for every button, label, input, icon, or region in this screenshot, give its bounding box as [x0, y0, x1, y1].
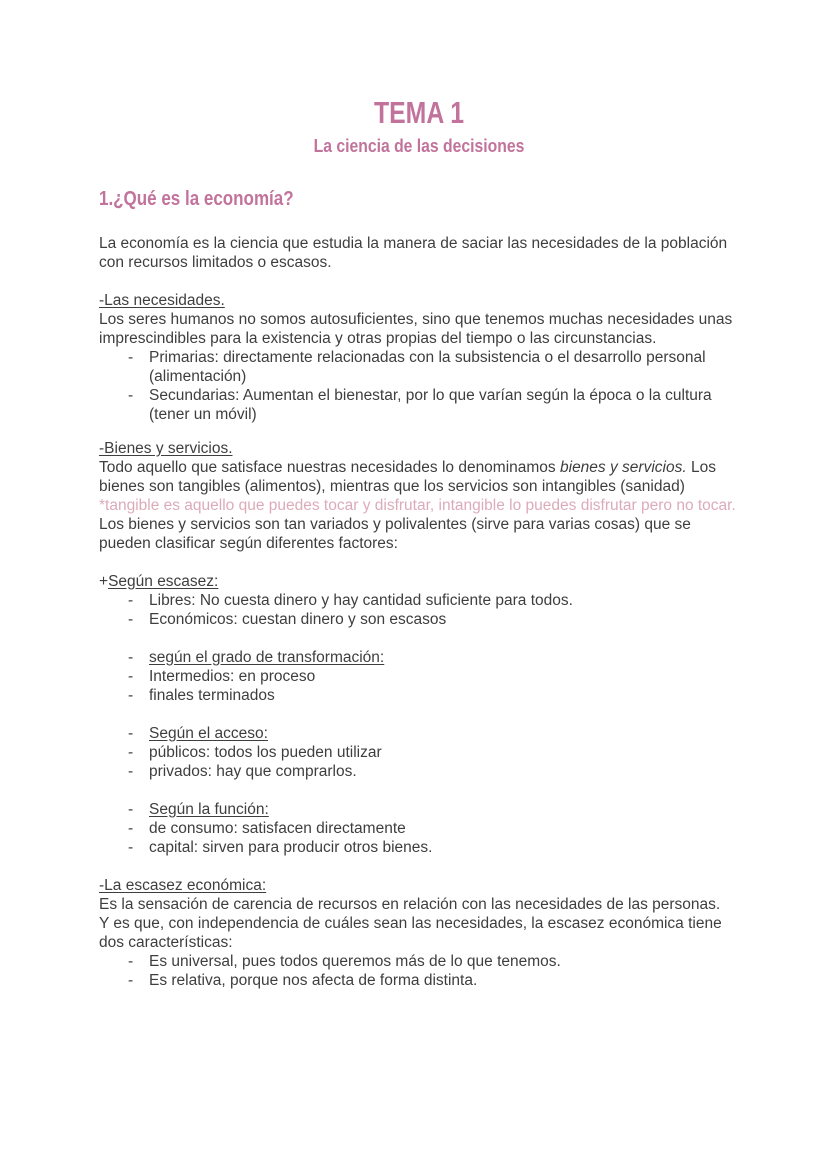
necesidades-body: Los seres humanos no somos autosuficientes, sino que tenemos muchas necesidades unas imprescindibles para la existencia y otras propias del tiempo o las circunstancias. — [99, 310, 733, 347]
bullet-dash: - — [128, 971, 134, 989]
doc-title: TEMA 1 — [373, 95, 465, 130]
bullet-dash: - — [128, 724, 134, 742]
escasez-body1: Es la sensación de carencia de recursos en relación con las necesidades de las personas. — [99, 895, 721, 913]
bullet-dash: - — [128, 386, 134, 404]
bullet-item — [99, 386, 739, 424]
clasificacion-group-acceso — [99, 724, 739, 781]
bullet-text: Es relativa, porque nos afecta de forma distinta. — [149, 971, 478, 989]
subheading-bienes — [99, 439, 739, 458]
clasificacion-group-escasez — [99, 572, 739, 629]
bullet-text: finales terminados — [149, 686, 275, 704]
group-heading-text: según el grado de transformación: — [149, 648, 385, 666]
bullet-item — [99, 724, 739, 743]
bullet-text: capital: sirven para producir otros bienes. — [149, 838, 433, 856]
bullet-dash: - — [128, 667, 134, 685]
subheading-necesidades — [99, 291, 739, 310]
bullet-item — [99, 971, 739, 990]
bullet-dash: - — [128, 762, 134, 780]
group-heading-prefix: + — [99, 572, 109, 590]
bienes-term-italic: bienes y servicios. — [560, 458, 687, 476]
bullet-item — [99, 667, 739, 686]
intro-paragraph: La economía es la ciencia que estudia la manera de saciar las necesidades de la población con recursos limitados o escasos. — [99, 234, 728, 271]
subheading-necesidades-text: -Las necesidades. — [99, 291, 225, 309]
bullet-text: Es universal, pues todos queremos más de lo que tenemos. — [149, 952, 561, 970]
subheading-escasez-text: -La escasez económica: — [99, 876, 267, 894]
bullet-text: de consumo: satisfacen directamente — [149, 819, 406, 837]
bullet-dash: - — [128, 610, 134, 628]
section-bienes — [99, 439, 739, 553]
bullet-item — [99, 800, 739, 819]
subheading-bienes-text: -Bienes y servicios. — [99, 439, 233, 457]
bullet-item — [99, 348, 739, 386]
clasificacion-group-funcion — [99, 800, 739, 857]
bullet-text: privados: hay que comprarlos. — [149, 762, 357, 780]
bullet-item — [99, 686, 739, 705]
bullet-dash: - — [128, 591, 134, 609]
section-heading-economia: 1.¿Qué es la economía? — [99, 187, 294, 210]
bullet-item — [99, 591, 739, 610]
subheading-escasez — [99, 876, 739, 895]
bullet-dash: - — [128, 952, 134, 970]
bienes-paragraph — [99, 458, 739, 515]
bienes-intro: Todo aquello que satisface nuestras necesidades lo denominamos — [99, 458, 560, 476]
bullet-text: Económicos: cuestan dinero y son escasos — [149, 610, 447, 628]
bullet-item — [99, 952, 739, 971]
bullet-text: Intermedios: en proceso — [149, 667, 316, 685]
bienes-tangibles: Los bienes son tangibles (alimentos), mientras que los servicios son intangibles (sanidad) — [99, 458, 716, 495]
section-escasez — [99, 876, 739, 990]
doc-header — [99, 97, 739, 156]
bullet-dash: - — [128, 838, 134, 856]
escasez-body2: Y es que, con independencia de cuáles sean las necesidades, la escasez económica tiene dos características: — [99, 914, 722, 951]
bullet-dash: - — [128, 348, 134, 366]
bienes-annotation: *tangible es aquello que puedes tocar y disfrutar, intangible lo puedes disfrutar pero no tocar. — [99, 496, 736, 514]
clasificacion-group-transformacion — [99, 648, 739, 705]
section-necesidades — [99, 291, 739, 424]
group-heading — [99, 572, 739, 591]
bullet-item — [99, 610, 739, 629]
bullet-text: Libres: No cuesta dinero y hay cantidad suficiente para todos. — [149, 591, 573, 609]
bullet-dash: - — [128, 686, 134, 704]
group-heading-text: Según escasez: — [108, 572, 219, 590]
bullet-text: Secundarias: Aumentan el bienestar, por lo que varían según la época o la cultura (tener un móvil) — [149, 386, 712, 423]
group-heading-text: Según la función: — [149, 800, 269, 818]
bienes-variados: Los bienes y servicios son tan variados y polivalentes (sirve para varias cosas) que se pueden clasificar según diferentes factores: — [99, 515, 691, 552]
bullet-dash: - — [128, 800, 134, 818]
bullet-dash: - — [128, 743, 134, 761]
doc-subtitle: La ciencia de las decisiones — [313, 135, 525, 156]
group-heading-text: Según el acceso: — [149, 724, 268, 742]
bullet-text: públicos: todos los pueden utilizar — [149, 743, 382, 761]
bullet-text: Primarias: directamente relacionadas con la subsistencia o el desarrollo personal (alimentación) — [149, 348, 706, 385]
bullet-item — [99, 819, 739, 838]
bullet-item — [99, 838, 739, 857]
bullet-dash: - — [128, 648, 134, 666]
bullet-item — [99, 743, 739, 762]
bullet-dash: - — [128, 819, 134, 837]
bullet-item — [99, 648, 739, 667]
bullet-item — [99, 762, 739, 781]
